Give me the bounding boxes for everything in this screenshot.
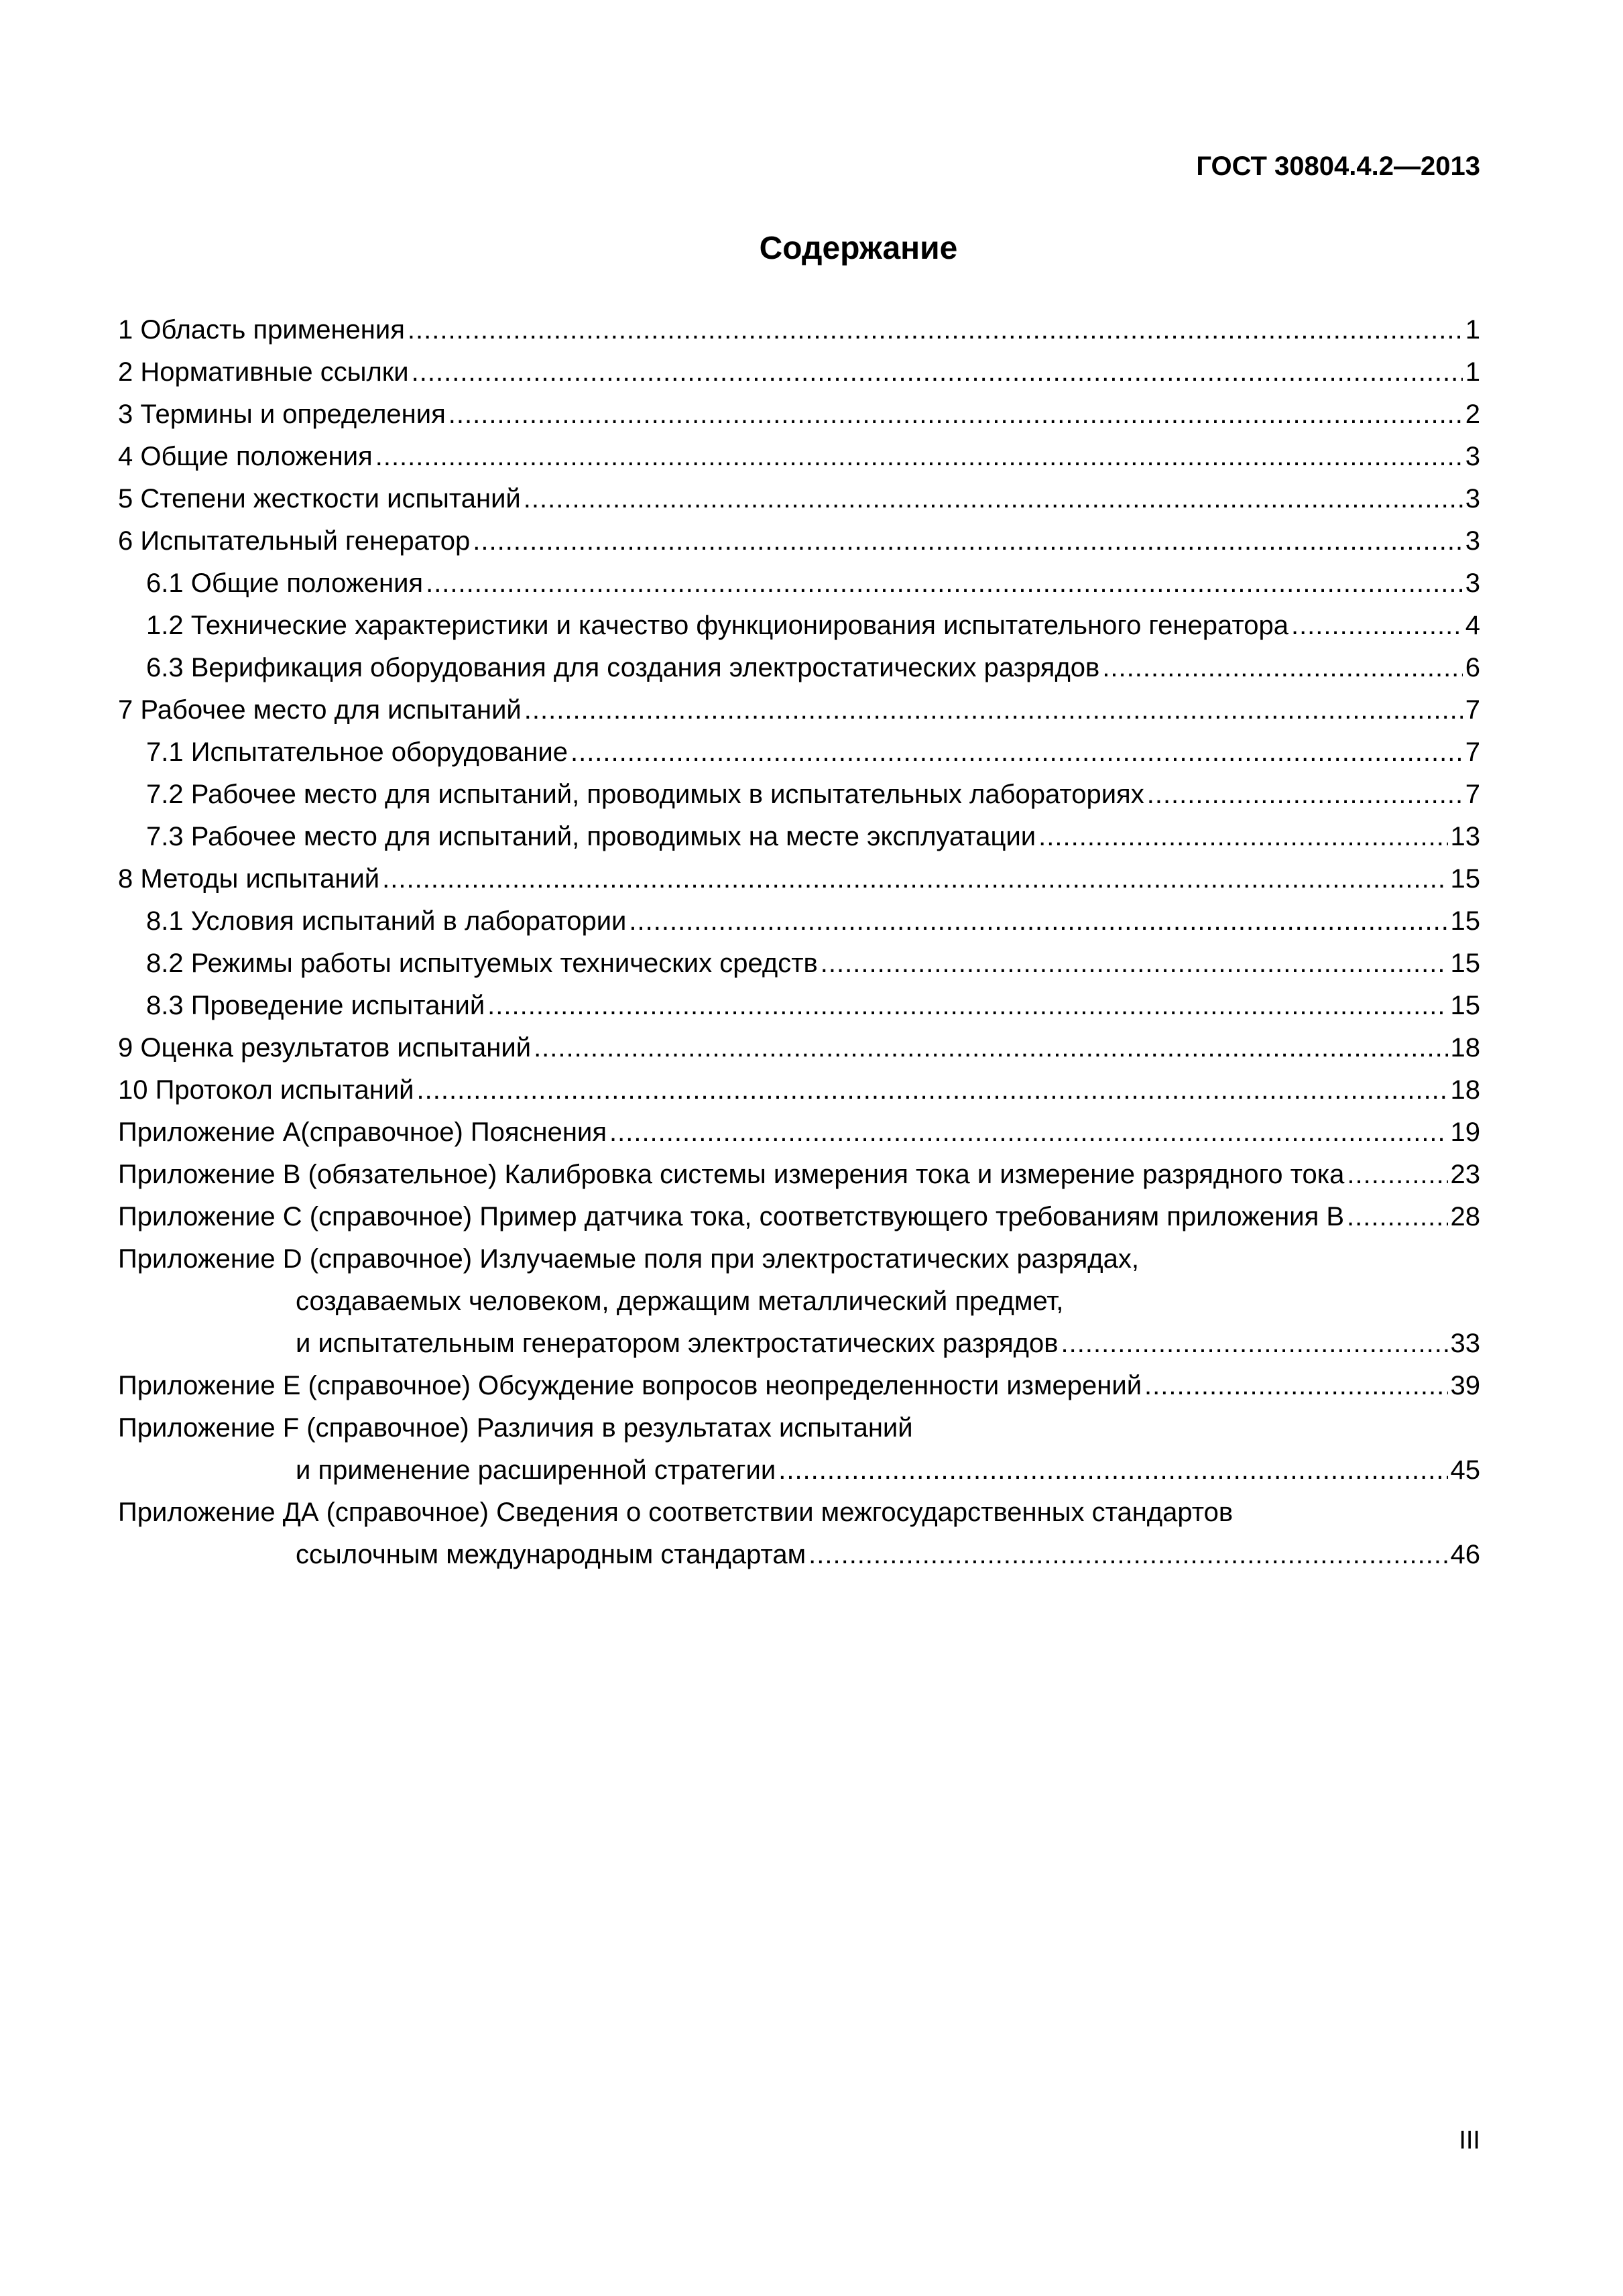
toc-entry-title: 6.3 Верификация оборудования для создания электростатических разрядов (146, 653, 1100, 682)
toc-leader-dots (1347, 1196, 1447, 1238)
toc-entry-title: 7.2 Рабочее место для испытаний, проводимых в испытательных лабораториях (146, 780, 1144, 809)
toc-entry[interactable] (118, 520, 1480, 562)
toc-leader-dots (412, 351, 1463, 394)
toc-annex-entry[interactable] (118, 1492, 1480, 1534)
toc-annex-continuation[interactable] (118, 1534, 1480, 1576)
toc-annex-continuation[interactable] (118, 1449, 1480, 1492)
toc-leader-dots (1144, 1365, 1447, 1407)
toc-entry-title: 7 Рабочее место для испытаний (118, 695, 522, 725)
toc-leader-dots (778, 1449, 1447, 1492)
toc-leader-dots (487, 985, 1447, 1027)
toc-entry[interactable] (118, 309, 1480, 351)
toc-entry-page: 39 (1450, 1371, 1480, 1400)
toc-leader-dots (417, 1069, 1448, 1111)
toc-entry-page: 18 (1450, 1033, 1480, 1063)
page-number: III (1459, 2126, 1480, 2155)
toc-entry-page: 15 (1450, 949, 1480, 978)
toc-entry-page: 3 (1465, 442, 1480, 471)
toc-leader-dots (524, 689, 1463, 731)
toc-entry-title: 5 Степени жесткости испытаний (118, 484, 521, 513)
toc-entry-title: 1.2 Технические характеристики и качество функционирования испытательного генератора (146, 611, 1288, 640)
toc-subentry[interactable] (118, 900, 1480, 943)
toc-leader-dots (382, 858, 1447, 900)
toc-subentry[interactable] (118, 605, 1480, 647)
toc-entry-page: 45 (1450, 1455, 1480, 1485)
toc-entry-title: Приложение С (справочное) Пример датчика тока, соответствующего требованиям приложения В (118, 1202, 1345, 1231)
toc-subentry[interactable] (118, 647, 1480, 689)
toc-entry-page: 3 (1465, 568, 1480, 598)
toc-annex-continuation[interactable] (118, 1323, 1480, 1365)
toc-entry[interactable] (118, 478, 1480, 520)
toc-annex-entry[interactable] (118, 1238, 1480, 1280)
toc-subentry[interactable] (118, 985, 1480, 1027)
toc-entry-page: 33 (1450, 1329, 1480, 1358)
toc-entry-page: 3 (1465, 526, 1480, 556)
toc-entry-page: 23 (1450, 1160, 1480, 1189)
toc-leader-dots (1102, 647, 1462, 689)
toc-leader-dots (524, 478, 1463, 520)
table-of-contents (118, 309, 1480, 1576)
toc-entry-title: и применение расширенной стратегии (296, 1455, 776, 1485)
toc-entry-page: 15 (1450, 991, 1480, 1020)
toc-entry-title: ссылочным международным стандартам (296, 1540, 806, 1569)
toc-entry-title: Приложение ДА (справочное) Сведения о соответствии межгосударственных стандартов (118, 1498, 1234, 1527)
toc-entry[interactable] (118, 394, 1480, 436)
toc-entry-title: 4 Общие положения (118, 442, 373, 471)
toc-leader-dots (609, 1111, 1448, 1154)
toc-entry-title: Приложение Е (справочное) Обсуждение вопросов неопределенности измерений (118, 1371, 1142, 1400)
toc-entry-page: 4 (1465, 611, 1480, 640)
toc-entry-title: Приложение F (справочное) Различия в результатах испытаний (118, 1413, 913, 1443)
toc-entry-page: 46 (1450, 1540, 1480, 1569)
toc-entry[interactable] (118, 689, 1480, 731)
toc-leader-dots (570, 731, 1463, 774)
toc-entry[interactable] (118, 351, 1480, 394)
toc-leader-dots (1291, 605, 1463, 647)
toc-entry-title: 10 Протокол испытаний (118, 1075, 414, 1105)
toc-entry-page: 15 (1450, 906, 1480, 936)
toc-subentry[interactable] (118, 562, 1480, 605)
toc-leader-dots (821, 943, 1448, 985)
toc-leader-dots (408, 309, 1463, 351)
toc-leader-dots (629, 900, 1447, 943)
toc-entry-page: 18 (1450, 1075, 1480, 1105)
toc-leader-dots (426, 562, 1463, 605)
toc-entry-title: 7.1 Испытательное оборудование (146, 737, 568, 767)
toc-entry-title: Приложение В (обязательное) Калибровка системы измерения тока и измерение разрядного тока (118, 1160, 1345, 1189)
toc-annex-continuation[interactable] (118, 1280, 1480, 1323)
toc-entry-page: 28 (1450, 1202, 1480, 1231)
toc-subentry[interactable] (118, 816, 1480, 858)
document-code: ГОСТ 30804.4.2—2013 (1196, 152, 1480, 181)
toc-entry[interactable] (118, 1069, 1480, 1111)
toc-entry-title: 6 Испытательный генератор (118, 526, 471, 556)
toc-entry-title: 8.1 Условия испытаний в лаборатории (146, 906, 627, 936)
toc-subentry[interactable] (118, 774, 1480, 816)
toc-entry[interactable] (118, 858, 1480, 900)
toc-leader-dots (534, 1027, 1447, 1069)
page-title: Содержание (759, 231, 958, 266)
toc-entry[interactable] (118, 1027, 1480, 1069)
toc-entry-page: 7 (1465, 695, 1480, 725)
toc-annex-entry[interactable] (118, 1365, 1480, 1407)
toc-annex-entry[interactable] (118, 1407, 1480, 1449)
toc-entry-page: 7 (1465, 737, 1480, 767)
toc-entry-page: 1 (1465, 315, 1480, 345)
toc-leader-dots (1061, 1323, 1448, 1365)
toc-leader-dots (375, 436, 1463, 478)
toc-entry-title: 8 Методы испытаний (118, 864, 380, 894)
toc-entry-page: 2 (1465, 400, 1480, 429)
toc-entry-title: 9 Оценка результатов испытаний (118, 1033, 532, 1063)
toc-entry-title: Приложение А(справочное) Пояснения (118, 1117, 607, 1147)
toc-entry-title: 8.3 Проведение испытаний (146, 991, 485, 1020)
toc-leader-dots (1347, 1154, 1447, 1196)
toc-entry-title: 8.2 Режимы работы испытуемых технических средств (146, 949, 818, 978)
toc-entry-page: 1 (1465, 357, 1480, 387)
toc-entry-title: 7.3 Рабочее место для испытаний, проводимых на месте эксплуатации (146, 822, 1036, 851)
toc-leader-dots (808, 1534, 1447, 1576)
toc-entry-page: 3 (1465, 484, 1480, 513)
toc-subentry[interactable] (118, 731, 1480, 774)
toc-entry-page: 6 (1465, 653, 1480, 682)
toc-leader-dots (448, 394, 1463, 436)
toc-annex-entry[interactable] (118, 1111, 1480, 1154)
toc-entry-page: 7 (1465, 780, 1480, 809)
toc-entry-title: 2 Нормативные ссылки (118, 357, 409, 387)
toc-entry[interactable] (118, 436, 1480, 478)
toc-leader-dots (1038, 816, 1447, 858)
toc-entry-page: 19 (1450, 1117, 1480, 1147)
toc-entry-title: создаваемых человеком, держащим металлический предмет, (296, 1286, 1064, 1316)
toc-entry-page: 15 (1450, 864, 1480, 894)
toc-entry-page: 13 (1450, 822, 1480, 851)
toc-annex-entry[interactable] (118, 1154, 1480, 1196)
toc-entry-title: Приложение D (справочное) Излучаемые поля при электростатических разрядах, (118, 1244, 1140, 1274)
toc-annex-entry[interactable] (118, 1196, 1480, 1238)
toc-entry-title: 3 Термины и определения (118, 400, 446, 429)
toc-entry-title: 6.1 Общие положения (146, 568, 424, 598)
toc-leader-dots (1147, 774, 1463, 816)
toc-entry-title: 1 Область применения (118, 315, 405, 345)
toc-subentry[interactable] (118, 943, 1480, 985)
toc-entry-title: и испытательным генератором электростатических разрядов (296, 1329, 1059, 1358)
toc-leader-dots (473, 520, 1462, 562)
